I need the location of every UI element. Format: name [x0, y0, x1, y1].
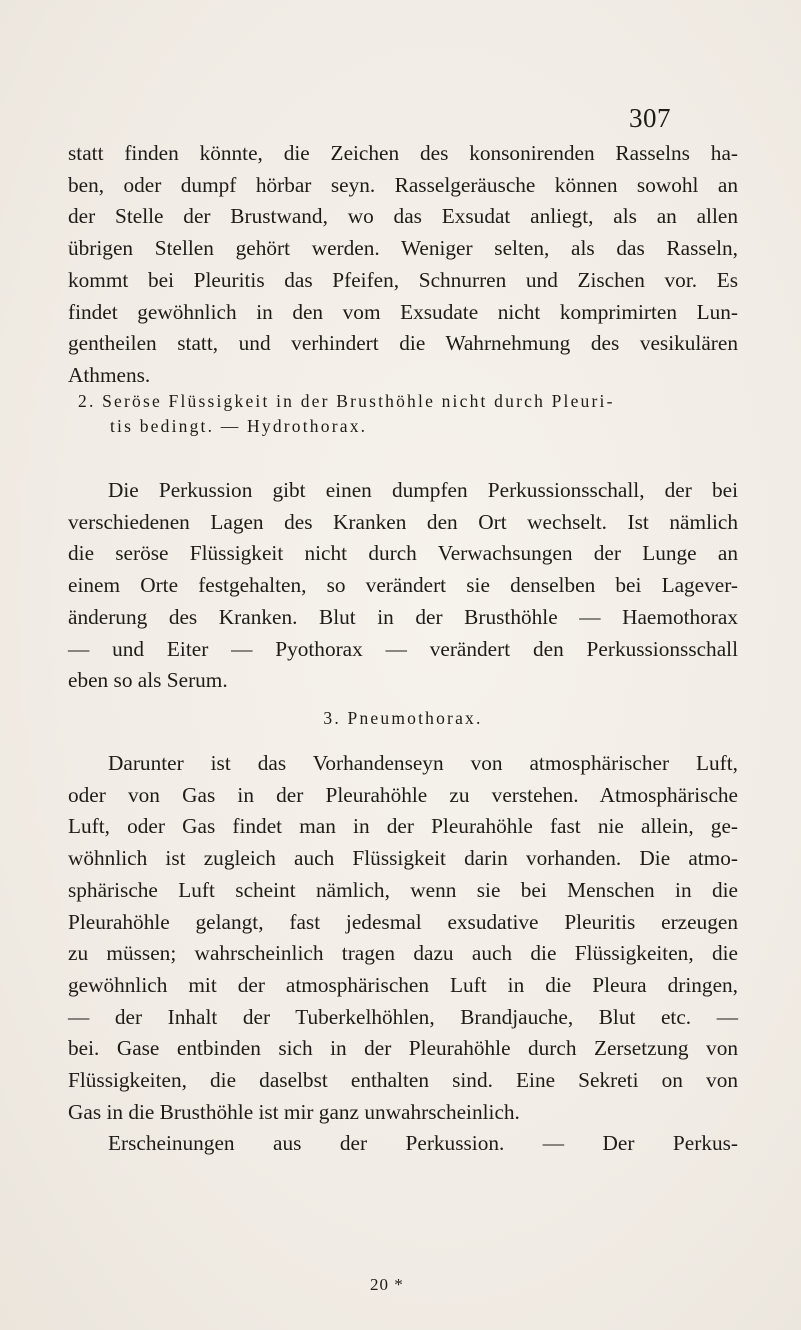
paragraph-2: [68, 475, 738, 697]
heading-line: 3. Pneumothorax.: [323, 708, 483, 728]
paragraph-3: [68, 748, 738, 1160]
section-heading-2: [68, 389, 738, 439]
text-line: oder von Gas in der Pleurahöhle zu verstehen. Atmosphärische: [68, 782, 738, 807]
text-line: Darunter ist das Vorhandenseyn von atmosphärischer Luft,: [108, 751, 738, 775]
text-line: Luft, oder Gas findet man in der Pleurahöhle fast nie allein, ge-: [68, 814, 738, 839]
text-line: zu müssen; wahrscheinlich tragen dazu auch die Flüssigkeiten, die: [68, 941, 738, 966]
text-line: — und Eiter — Pyothorax — verändert den Perkussionsschall: [68, 636, 738, 661]
text-line: statt finden könnte, die Zeichen des konsonirenden Rasselns ha-: [68, 141, 738, 165]
heading-line: 2. Seröse Flüssigkeit in der Brusthöhle nicht durch Pleuri-: [78, 391, 615, 411]
heading-line: tis bedingt. — Hydrothorax.: [110, 416, 368, 436]
text-line: Athmens.: [68, 362, 151, 387]
text-line: gewöhnlich mit der atmosphärischen Luft in die Pleura dringen,: [68, 972, 738, 997]
text-line: Flüssigkeiten, die daselbst enthalten sind. Eine Sekreti on von: [68, 1068, 738, 1093]
text-line: Gas in die Brusthöhle ist mir ganz unwahrscheinlich.: [68, 1099, 520, 1124]
text-line: bei. Gase entbinden sich in der Pleurahöhle durch Zersetzung von: [68, 1036, 738, 1061]
paragraph-1: [68, 138, 738, 392]
text-line: kommt bei Pleuritis das Pfeifen, Schnurren und Zischen vor. Es: [68, 267, 738, 292]
text-line: Pleurahöhle gelangt, fast jedesmal exsudative Pleuritis erzeugen: [68, 909, 738, 934]
text-line: findet gewöhnlich in den vom Exsudate nicht komprimirten Lun-: [68, 299, 738, 324]
text-line: einem Orte festgehalten, so verändert sie denselben bei Lagever-: [68, 573, 738, 598]
text-line: übrigen Stellen gehört werden. Weniger selten, als das Rasseln,: [68, 236, 738, 261]
section-heading-3: [68, 706, 738, 731]
text-line: Erscheinungen aus der Perkussion. — Der Perkus-: [108, 1131, 738, 1156]
text-line: ben, oder dumpf hörbar seyn. Rasselgeräusche können sowohl an: [68, 172, 738, 197]
text-line: änderung des Kranken. Blut in der Brusthöhle — Haemothorax: [68, 604, 738, 629]
page-number: 307: [629, 103, 671, 133]
text-line: verschiedenen Lagen des Kranken den Ort wechselt. Ist nämlich: [68, 509, 738, 534]
signature-mark: 20 *: [370, 1275, 404, 1294]
text-line: gentheilen statt, und verhindert die Wahrnehmung des vesikulären: [68, 331, 738, 356]
text-line: eben so als Serum.: [68, 668, 228, 693]
text-line: — der Inhalt der Tuberkelhöhlen, Brandjauche, Blut etc. —: [68, 1004, 738, 1029]
text-line: sphärische Luft scheint nämlich, wenn sie bei Menschen in die: [68, 877, 738, 902]
text-line: wöhnlich ist zugleich auch Flüssigkeit darin vorhanden. Die atmo-: [68, 846, 738, 871]
text-line: Die Perkussion gibt einen dumpfen Perkussionsschall, der bei: [108, 478, 738, 502]
text-line: der Stelle der Brustwand, wo das Exsudat anliegt, als an allen: [68, 204, 738, 229]
text-line: die seröse Flüssigkeit nicht durch Verwachsungen der Lunge an: [68, 541, 738, 566]
